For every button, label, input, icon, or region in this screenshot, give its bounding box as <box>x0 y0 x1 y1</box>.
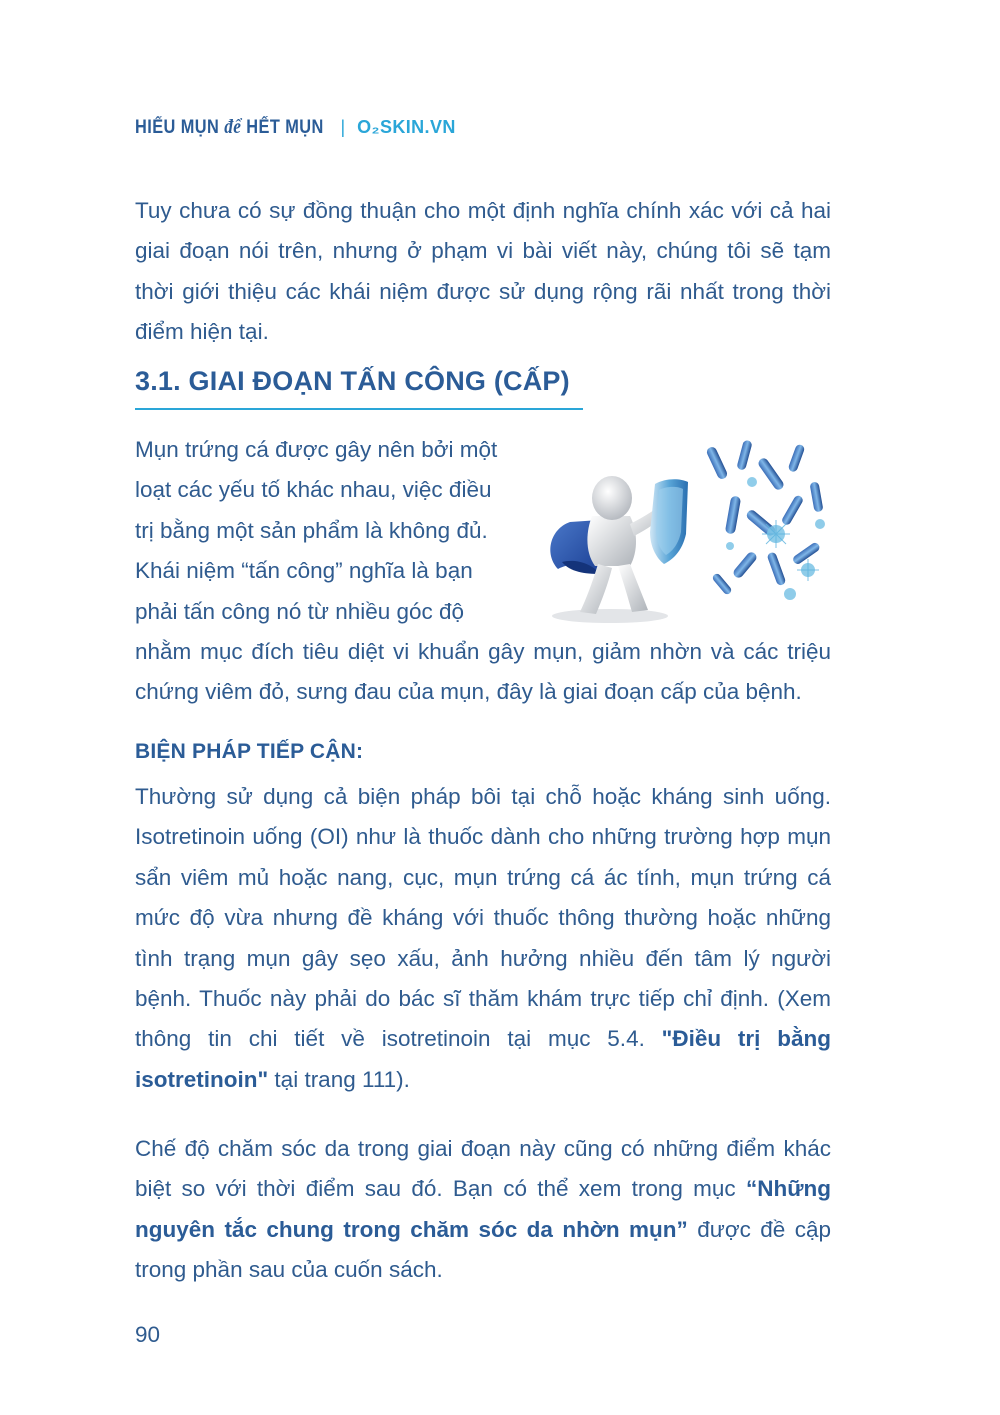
float-line: Mụn trứng cá được gây nên bởi một <box>135 437 498 462</box>
float-line: phải tấn công nó từ nhiều góc độ <box>135 598 465 624</box>
skincare-text-end: được đề cập trong phần sau của cuốn sách. <box>135 1216 832 1283</box>
website-label: O₂SKIN.VN <box>357 117 456 137</box>
skincare-paragraph <box>135 1129 831 1291</box>
approach-heading: BIỆN PHÁP TIẾP CẬN: <box>135 740 364 763</box>
running-header <box>135 116 456 139</box>
book-title: HIỂU MỤN để HẾT MỤN <box>135 116 324 138</box>
hero-shield-bacteria-illustration <box>540 434 832 628</box>
approach-text: Thường sử dụng cả biện pháp bôi tại chỗ hoặc kháng sinh uống. Isotretinoin uống (OI) như là thuốc dành cho những trường hợp mụn sẩn viêm mủ hoặc nang, cục, mụn trứng cá ác tính, mụn trứng cá mức độ vừa nhưng đề kháng với thuốc thông thường hoặc những tình trạng mụn gây sẹo xấu, ảnh hưởng nhiều đến tâm lý người bệnh. Thuốc này phải do bác sĩ thăm khám trực tiếp chỉ định. (Xem thông tin chi tiết về isotretinoin tại mục 5.4. <box>135 784 831 1052</box>
float-line: trị bằng một sản phẩm là không đủ. <box>135 517 488 543</box>
section-title: 3.1. GIAI ĐOẠN TẤN CÔNG (CẤP) <box>135 366 570 396</box>
illustration-svg <box>540 434 832 628</box>
float-paragraph-continuation: nhằm mục đích tiêu diệt vi khuẩn gây mụn, giảm nhờn và các triệu chứng viêm đỏ, sưng đau của mụn, đây là giai đoạn cấp của bệnh. <box>135 639 831 705</box>
skincare-text: Chế độ chăm sóc da trong giai đoạn này cũng có những điểm khác biệt so với thời điểm sau đó. Bạn có thể xem trong mục <box>135 1136 831 1202</box>
float-paragraph <box>135 430 517 632</box>
isotretinoin-reference: "Điều trị bằng isotretinoin" <box>135 1026 831 1092</box>
approach-text-end: tại trang 111). <box>268 1066 410 1092</box>
approach-paragraph <box>135 777 831 1100</box>
header-separator: | <box>340 117 346 137</box>
intro-paragraph: Tuy chưa có sự đồng thuận cho một định nghĩa chính xác với cả hai giai đoạn nói trên, nhưng ở phạm vi bài viết này, chúng tôi sẽ tạm thời giới thiệu các khái niệm được sử dụng rộng rãi nhất trong thời điểm hiện tại. <box>135 198 831 345</box>
float-line: loạt các yếu tố khác nhau, việc điều <box>135 477 492 503</box>
section-title-underline <box>135 408 583 410</box>
skincare-principles-reference: “Những nguyên tắc chung trong chăm sóc da nhờn mụn” <box>135 1176 831 1242</box>
page-number: 90 <box>135 1322 161 1347</box>
float-line: Khái niệm “tấn công” nghĩa là bạn <box>135 558 473 584</box>
